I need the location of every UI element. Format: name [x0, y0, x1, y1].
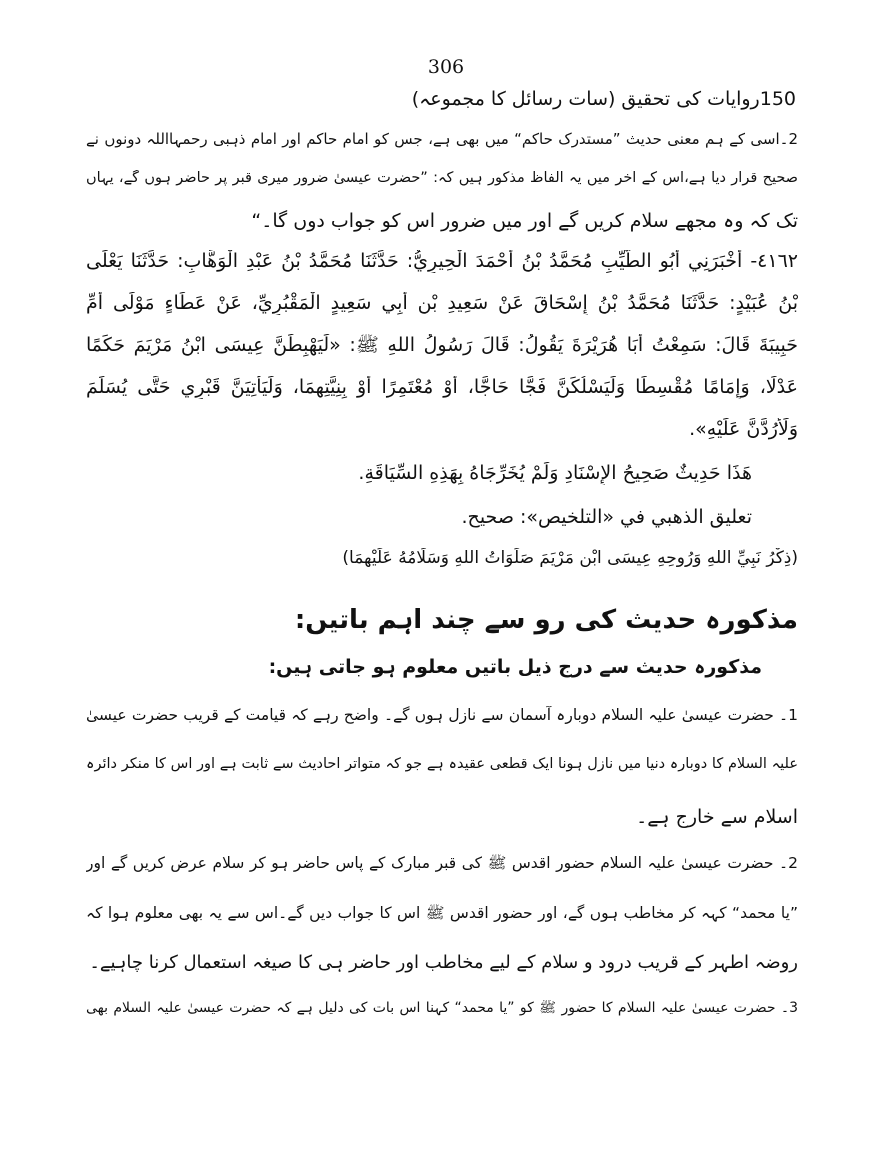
page-number: 306 [427, 56, 465, 78]
dhahabi-note: تعليق الذهبي في «التلخيص»: صحيح. [461, 506, 752, 528]
running-header: 150روایات کی تحقیق (سات رسائل کا مجموعہ) [411, 88, 796, 110]
chapter-title: (ذِكْرُ نَبِيِّ اللهِ وَرُوحِهِ عِيسَى ابْنِ مَرْيَمَ صَلَوَاتُ اللهِ وَسَلَامُهُ عَلَيْهِمَا) [342, 548, 798, 568]
arabic-line-4: عَدْلًا، وَإِمَامًا مُقْسِطًا وَلَيَسْلُكَنَّ فَجًّا حَاجًّا، أَوْ مُعْتَمِرًا أَوْ بِنِيَّتِهِمَا، وَلَيَأْتِيَنَّ قَبْرِي حَتَّى يُسَلِّمَ [86, 376, 798, 398]
point2-line-3: روضہ اطہر کے قریب درود و سلام کے لیے مخاطب اور حاضر ہی کا صیغہ استعمال کرنا چاہیے۔ [89, 952, 798, 973]
point2-line-2: ”یا محمد“ کہہ کر مخاطب ہوں گے، اور حضور اقدس ﷺ اس کا جواب دیں گے۔اس سے یہ بھی معلوم ہوا کہ [86, 904, 798, 922]
point1-line-2: علیہ السلام کا دوبارہ دنیا میں نازل ہونا ایک قطعی عقیدہ ہے جو کہ متواتر احادیث سے ثابت ہے اور اس کا منکر دائرہ [86, 756, 798, 772]
arabic-line-1: ٤١٦٢- أَخْبَرَنِي أَبُو الطَّيِّبِ مُحَمَّدُ بْنُ أَحْمَدَ الْحِيرِيُّ: حَدَّثَنَا مُحَمَّدُ بْنُ عَبْدِ الْوَهَّابِ: حَدَّثَنَا يَعْلَى [86, 250, 798, 272]
point1-line-1: 1۔ حضرت عیسیٰ علیہ السلام دوبارہ آسمان سے نازل ہوں گے۔ واضح رہے کہ قیامت کے قریب حضرت عیسیٰ [86, 706, 798, 724]
para1-line-2: صحیح قرار دیا ہے،اس کے آخر میں یہ الفاظ مذکور ہیں کہ: ”حضرت عیسیٰ ضرور میری قبر پر حاضر ہوں گے، یہاں [86, 170, 798, 186]
section-heading: مذکورہ حدیث کی رو سے چند اہم باتیں: [294, 605, 798, 635]
arabic-line-2: بْنُ عُبَيْدٍ: حَدَّثَنَا مُحَمَّدُ بْنُ إِسْحَاقَ عَنْ سَعِيدِ بْنِ أَبِي سَعِيدٍ الْمَقْبُرِيِّ، عَنْ عَطَاءٍ مَوْلَى أُمِّ [86, 292, 798, 314]
point3-line-1: 3۔ حضرت عیسیٰ علیہ السلام کا حضور ﷺ کو ”یا محمد“ کہنا اس بات کی دلیل ہے کہ حضرت عیسیٰ علیہ السلام بھی [86, 1000, 798, 1016]
para1-line-3: تک کہ وہ مجھے سلام کریں گے اور میں ضرور اس کو جواب دوں گا۔“ [251, 210, 798, 232]
section-intro: مذکورہ حدیث سے درج ذیل باتیں معلوم ہو جاتی ہیں: [268, 656, 762, 678]
arabic-line-3: حَبِيبَةَ قَالَ: سَمِعْتُ أَبَا هُرَيْرَةَ يَقُولُ: قَالَ رَسُولُ اللهِ ﷺ: «لَيَهْبِطَنَّ عِيسَى ابْنُ مَرْيَمَ حَكَمًا [86, 334, 798, 356]
point1-line-3: اسلام سے خارج ہے۔ [636, 806, 798, 828]
point2-line-1: 2۔ حضرت عیسیٰ علیہ السلام حضور اقدس ﷺ کی قبر مبارک کے پاس حاضر ہو کر سلام عرض کریں گے اور [86, 854, 798, 872]
hadith-grading-note: هَذَا حَدِيثٌ صَحِيحُ الإِسْنَادِ وَلَمْ يُخَرِّجَاهُ بِهَذِهِ السِّيَاقَةِ. [358, 462, 752, 484]
para1-line-1: 2۔اسی کے ہم معنی حدیث ”مستدرک حاکم“ میں بھی ہے، جس کو امام حاکم اور امام ذہبی رحمہااللہ دونوں نے [86, 130, 798, 148]
arabic-line-5: وَلَأَرُدَّنَّ عَلَيْهِ». [689, 418, 798, 440]
